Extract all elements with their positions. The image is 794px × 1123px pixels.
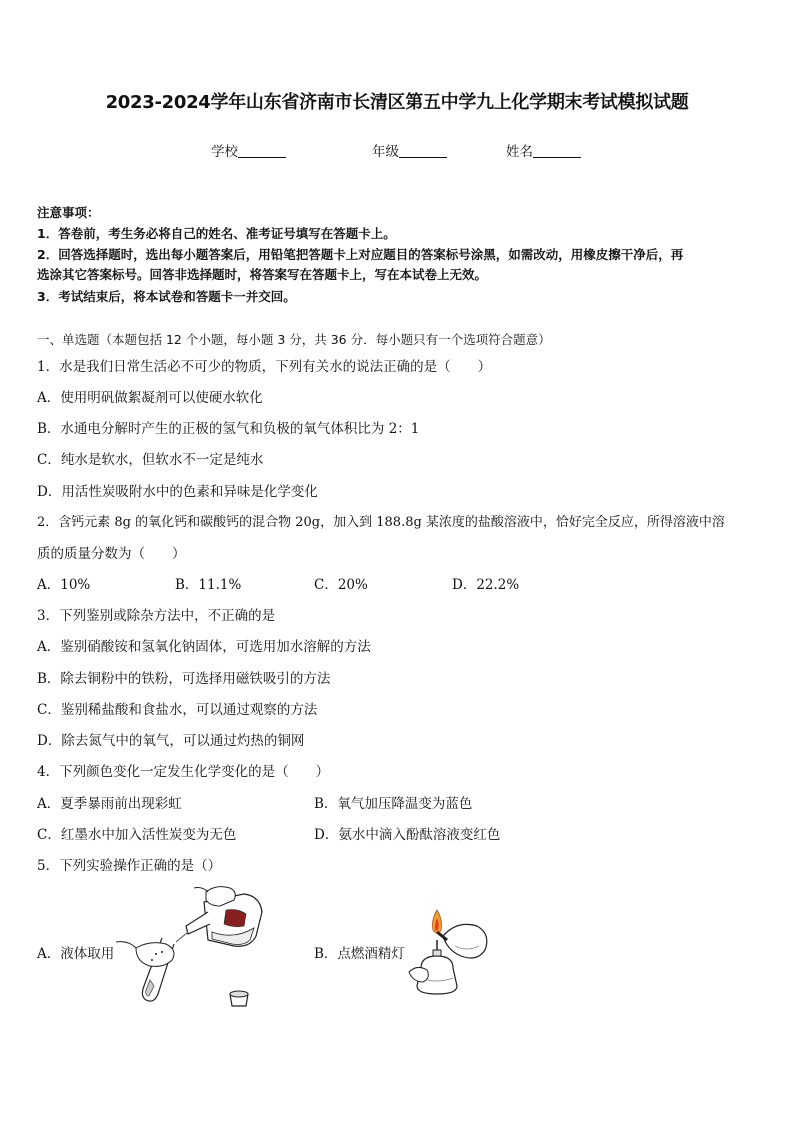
q5-option-b: B．点燃酒精灯 (314, 946, 405, 962)
q2-stem-line-1: 2．含钙元素 8g 的氧化钙和碳酸钙的混合物 20g，加入到 188.8g 某浓度的盐酸溶液中，恰好完全反应，所得溶液中溶 (37, 515, 725, 530)
notes-item-3: 3．考试结束后，将本试卷和答题卡一并交回。 (37, 289, 296, 304)
q2-option-d: D．22.2% (452, 577, 520, 593)
page-title: 2023-2024学年山东省济南市长清区第五中学九上化学期末考试模拟试题 (105, 92, 689, 113)
q2-stem-line-2: 质的质量分数为（ ） (37, 546, 186, 562)
notes-item-2-line-2: 选涂其它答案标号。回答非选择题时，将答案写在答题卡上，写在本试卷上无效。 (37, 267, 488, 282)
grade-blank[interactable] (399, 143, 447, 158)
q3-option-b: B．除去铜粉中的铁粉，可选择用磁铁吸引的方法 (37, 671, 331, 687)
q4-option-c: C．红墨水中加入活性炭变为无色 (37, 827, 237, 843)
q2-option-a: A．10% (37, 577, 91, 593)
q4-option-d: D．氨水中滴入酚酞溶液变红色 (314, 827, 501, 843)
q3-option-a: A．鉴别硝酸铵和氢氧化钠固体，可选用加水溶解的方法 (37, 639, 371, 655)
section-heading: 一、单选题（本题包括 12 个小题，每小题 3 分，共 36 分．每小题只有一个选项符合题意） (37, 332, 551, 347)
q4-stem: 4．下列颜色变化一定发生化学变化的是（ ） (37, 764, 330, 780)
name-blank[interactable] (533, 143, 581, 158)
school-blank[interactable] (238, 143, 286, 158)
q2-option-c: C．20% (314, 577, 368, 593)
name-label: 姓名 (506, 144, 533, 160)
grade-field (372, 140, 447, 160)
q1-option-d: D．用活性炭吸附水中的色素和异味是化学变化 (37, 484, 318, 500)
notes-item-1: 1．答卷前，考生务必将自己的姓名、准考证号填写在答题卡上。 (37, 226, 396, 241)
q3-stem: 3．下列鉴别或除杂方法中，不正确的是 (37, 608, 276, 624)
q3-option-d: D．除去氮气中的氧气，可以通过灼热的铜网 (37, 733, 305, 749)
school-label: 学校 (211, 144, 238, 160)
notes-heading: 注意事项： (37, 205, 100, 220)
q3-option-c: C．鉴别稀盐酸和食盐水，可以通过观察的方法 (37, 702, 318, 718)
q5-option-a: A．液体取用 (37, 946, 115, 962)
school-field (211, 140, 286, 160)
q5-stem: 5．下列实验操作正确的是（） (37, 858, 222, 874)
q2-option-b: B．11.1% (175, 577, 242, 593)
q1-option-a: A．使用明矾做絮凝剂可以使硬水软化 (37, 390, 263, 406)
q1-stem: 1．水是我们日常生活必不可少的物质，下列有关水的说法正确的是（ ） (37, 359, 492, 375)
notes-item-2-line-1: 2．回答选择题时，选出每小题答案后，用铅笔把答题卡上对应题目的答案标号涂黑，如需改动，用橡皮擦干净后，再 (37, 247, 684, 262)
alcohol-lamp-illustration (407, 906, 491, 998)
name-field (506, 140, 581, 160)
liquid-pouring-illustration (116, 882, 266, 1010)
q4-option-b: B．氧气加压降温变为蓝色 (314, 796, 473, 812)
q4-option-a: A．夏季暴雨前出现彩虹 (37, 796, 182, 812)
q1-option-b: B．水通电分解时产生的正极的氢气和负极的氧气体积比为 2：1 (37, 421, 420, 437)
grade-label: 年级 (372, 144, 399, 160)
q1-option-c: C．纯水是软水，但软水不一定是纯水 (37, 452, 264, 468)
